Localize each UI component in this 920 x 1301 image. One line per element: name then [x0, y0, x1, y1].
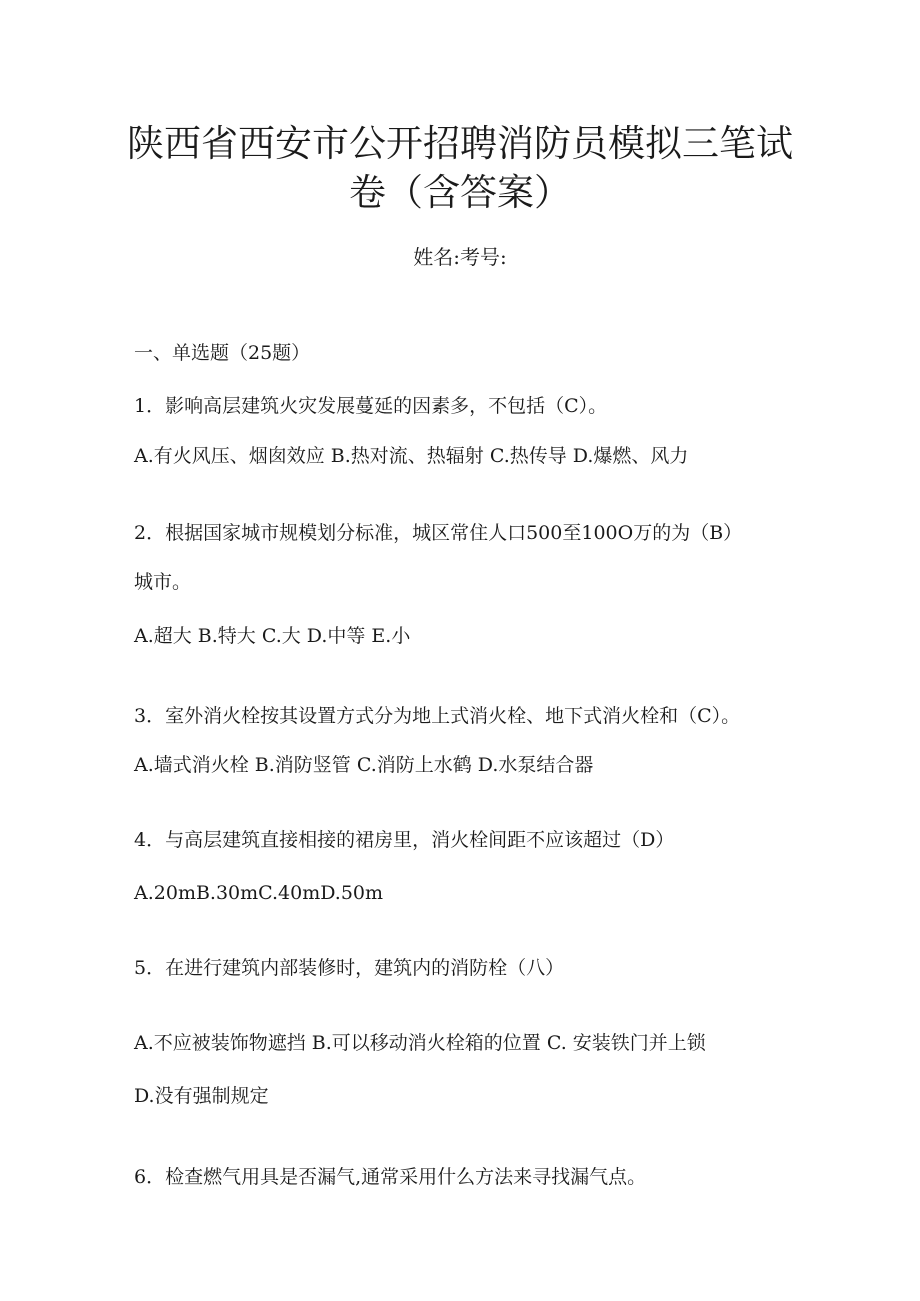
question-5-text: 5．在进行建筑内部装修时，建筑内的消防栓（八）: [134, 957, 565, 979]
question-2-options: A.超大 B.特大 C.大 D.中等 E.小: [134, 625, 411, 647]
question-3-options: A.墙式消火栓 B.消防竖管 C.消防上水鹤 D.水泵结合器: [134, 754, 594, 776]
question-2-text-line-2: 城市。: [134, 571, 192, 593]
question-5-options-line-1: A.不应被装饰物遮挡 B.可以移动消火栓箱的位置 C. 安装铁门并上锁: [134, 1032, 706, 1054]
question-4-options: A.20mB.30mC.40mD.50m: [134, 882, 384, 904]
page-title-line-1: 陕西省西安市公开招聘消防员模拟三笔试: [127, 122, 793, 165]
question-2-text-line-1: 2．根据国家城市规模划分标准，城区常住人口500至100O万的为（B）: [134, 522, 743, 544]
question-3-text: 3．室外消火栓按其设置方式分为地上式消火栓、地下式消火栓和（C）。: [134, 705, 741, 727]
question-5-options-line-2: D.没有强制规定: [134, 1085, 269, 1107]
section-heading: 一、单选题（25题）: [134, 342, 311, 364]
question-6-text: 6．检查燃气用具是否漏气,通常采用什么方法来寻找漏气点。: [134, 1166, 647, 1188]
question-1-text: 1．影响高层建筑火灾发展蔓延的因素多，不包括（C）。: [134, 395, 608, 417]
question-1-options: A.有火风压、烟囱效应 B.热对流、热辐射 C.热传导 D.爆燃、风力: [134, 445, 689, 467]
page-title-line-2: 卷（含答案）: [349, 171, 571, 214]
name-exam-number-field: 姓名:考号:: [413, 245, 507, 269]
question-4-text: 4．与高层建筑直接相接的裙房里，消火栓间距不应该超过（D）: [134, 829, 675, 851]
